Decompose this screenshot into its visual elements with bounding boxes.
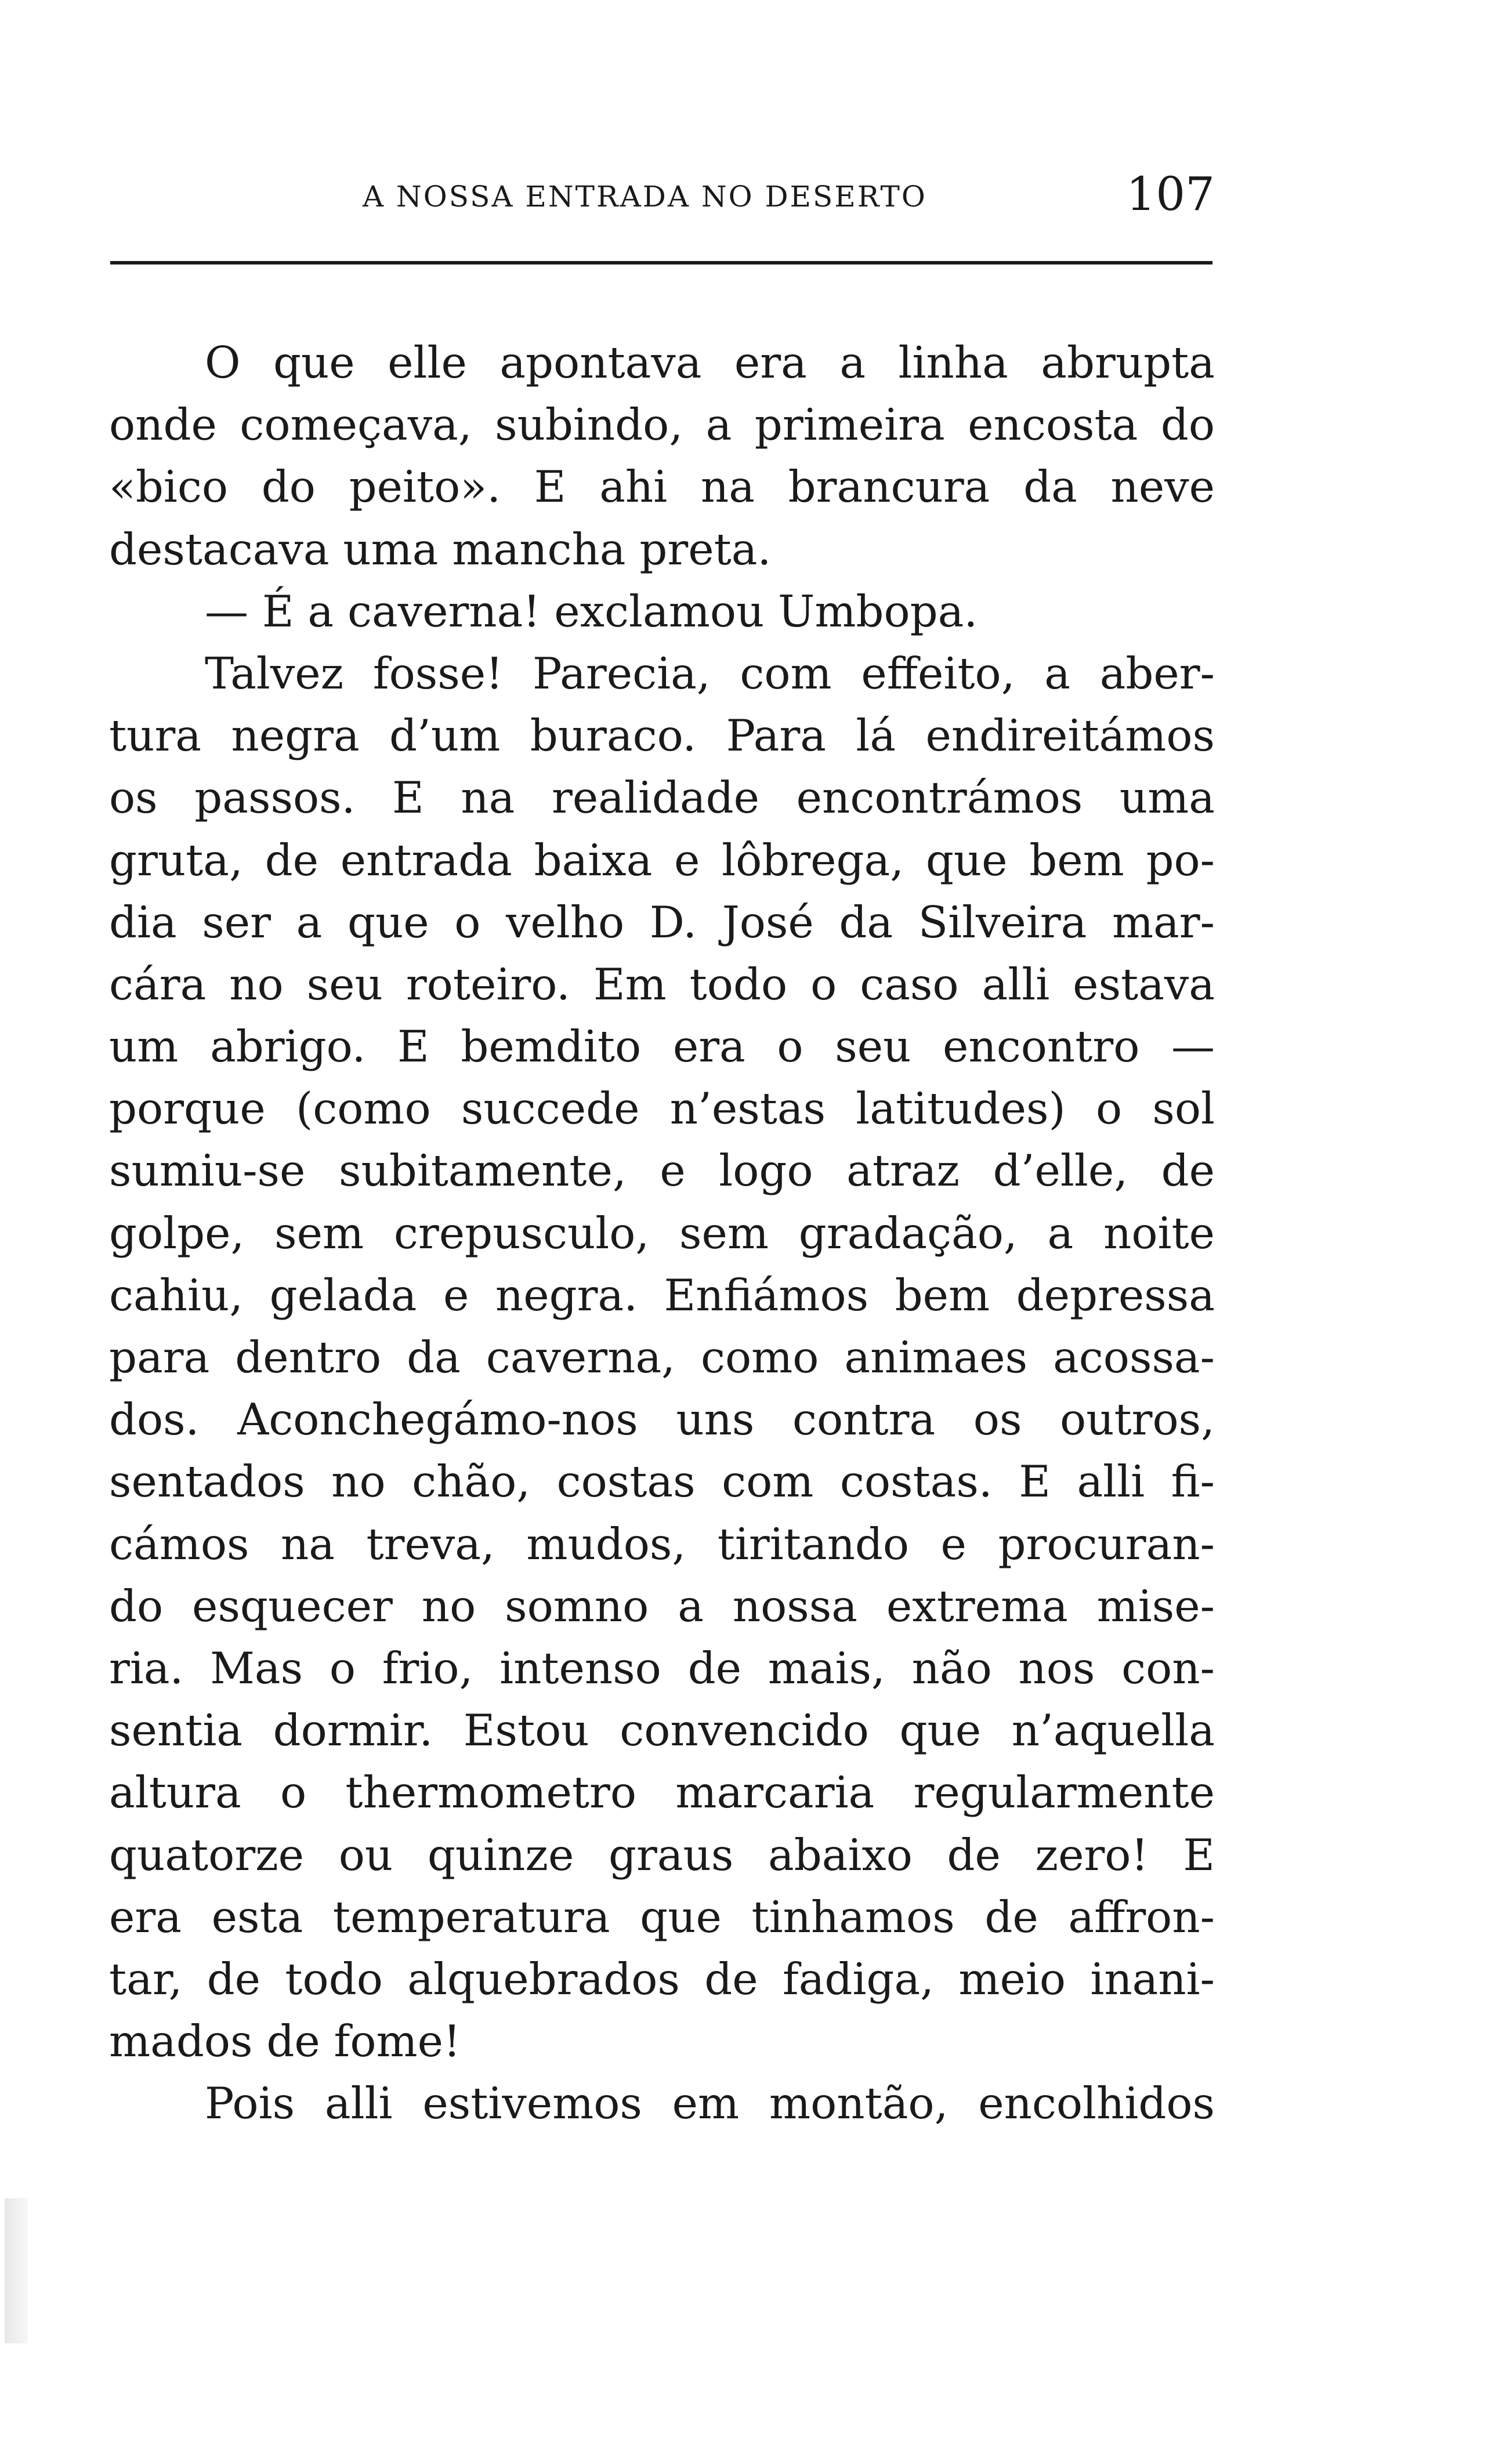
text-line: os passos. E na realidade encontrámos uma: [109, 772, 1215, 824]
text-line: onde começava, subindo, a primeira encosta do: [109, 399, 1215, 451]
text-line: um abrigo. E bemdito era o seu encontro —: [109, 1021, 1215, 1072]
text-line: dia ser a que o velho D. José da Silveira mar-: [109, 896, 1215, 948]
scan-edge-mark: [5, 2198, 28, 2343]
text-line: altura o thermometro marcaria regularmente: [109, 1767, 1215, 1818]
text-line: golpe, sem crepusculo, sem gradação, a noite: [109, 1207, 1215, 1259]
text-line: «bico do peito». E ahi na brancura da neve: [109, 461, 1215, 513]
text-line: porque (como succede n’estas latitudes) o sol: [109, 1083, 1215, 1135]
text-line: cára no seu roteiro. Em todo o caso alli estava: [109, 958, 1215, 1010]
text-line: O que elle apontava era a linha abrupta: [205, 337, 1215, 388]
text-line: dos. Aconchegámo-nos uns contra os outros,: [109, 1394, 1215, 1445]
text-line: ria. Mas o frio, intenso de mais, não nos con-: [109, 1642, 1215, 1694]
text-line: — É a caverna! exclamou Umbopa.: [205, 585, 978, 637]
body-text: [109, 332, 1215, 2135]
text-line: Talvez fosse! Parecia, com effeito, a aber-: [205, 647, 1215, 699]
running-title: A NOSSA ENTRADA NO DESERTO: [363, 180, 927, 213]
text-line: Pois alli estivemos em montão, encolhidos: [205, 2078, 1215, 2129]
text-line: para dentro da caverna, como animaes acossa-: [109, 1332, 1215, 1383]
text-line: sentia dormir. Estou convencido que n’aquella: [109, 1705, 1215, 1756]
text-line: tura negra d’um buraco. Para lá endireitámos: [109, 710, 1215, 762]
text-line: cámos na treva, mudos, tiritando e procuran-: [109, 1518, 1215, 1570]
text-line: cahiu, gelada e negra. Enfiámos bem depressa: [109, 1269, 1215, 1321]
text-line: destacava uma mancha preta.: [109, 523, 772, 575]
text-line: quatorze ou quinze graus abaixo de zero! E: [109, 1829, 1215, 1880]
text-line: do esquecer no somno a nossa extrema mise-: [109, 1580, 1215, 1632]
text-line: mados de fome!: [109, 2016, 461, 2067]
text-line: era esta temperatura que tinhamos de affron-: [109, 1891, 1215, 1943]
text-line: sumiu-se subitamente, e logo atraz d’elle, de: [109, 1145, 1215, 1197]
text-line: tar, de todo alquebrados de fadiga, meio inani-: [109, 1953, 1215, 2005]
text-line: sentados no chão, costas com costas. E alli fi-: [109, 1456, 1215, 1508]
header-rule: [110, 261, 1212, 264]
page-number: 107: [1126, 167, 1215, 221]
page-header: [109, 162, 1215, 232]
text-line: gruta, de entrada baixa e lôbrega, que bem po-: [109, 834, 1215, 886]
